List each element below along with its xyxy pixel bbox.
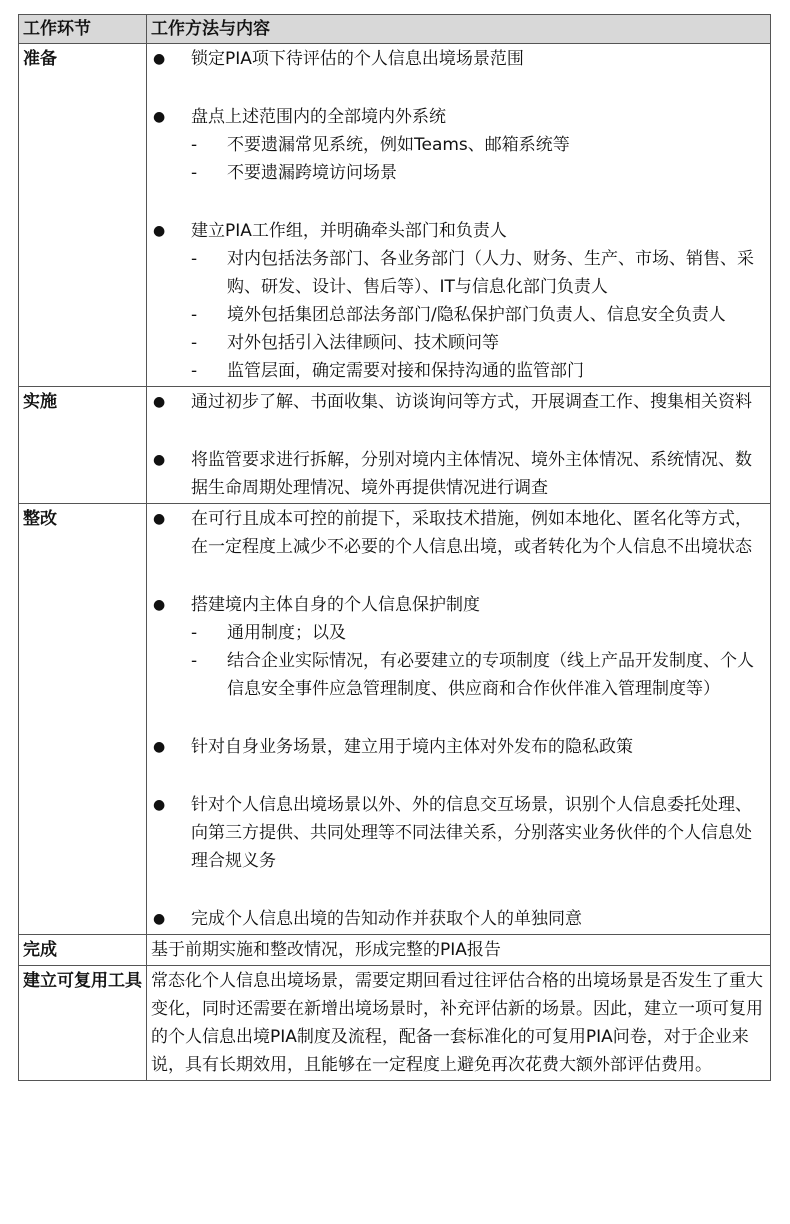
bullet-icon: ● <box>153 51 166 67</box>
sub-item <box>151 357 766 385</box>
item-spacer <box>151 761 766 791</box>
sub-item-text: 对外包括引入法律顾问、技术顾问等 <box>227 333 499 353</box>
list-item <box>151 217 766 245</box>
bullet-icon: ● <box>153 394 166 410</box>
bullet-icon: ● <box>153 797 166 813</box>
list-item <box>151 388 766 416</box>
bullet-icon: ● <box>153 911 166 927</box>
sub-item <box>151 131 766 159</box>
list-item-text: 建立PIA工作组，并明确牵头部门和负责人 <box>191 221 507 241</box>
list-item-text: 完成个人信息出境的告知动作并获取个人的单独同意 <box>191 909 582 929</box>
sub-item <box>151 647 766 703</box>
sub-item-text: 不要遗漏跨境访问场景 <box>227 163 397 183</box>
sub-item-text: 监管层面，确定需要对接和保持沟通的监管部门 <box>227 361 584 381</box>
list-item <box>151 103 766 131</box>
sub-item-text: 通用制度；以及 <box>227 623 346 643</box>
stage-cell: 完成 <box>19 935 147 966</box>
dash-marker: - <box>191 361 198 381</box>
sub-item <box>151 301 766 329</box>
stage-cell: 准备 <box>19 44 147 387</box>
header-content: 工作方法与内容 <box>147 15 771 44</box>
header-row <box>19 15 771 44</box>
sub-item-text: 不要遗漏常见系统，例如Teams、邮箱系统等 <box>227 135 570 155</box>
list-item <box>151 446 766 502</box>
content-paragraph: 常态化个人信息出境场景，需要定期回看过往评估合格的出境场景是否发生了重大变化，同时还需要在新增出境场景时，补充评估新的场景。因此，建立一项可复用的个人信息出境PIA制度及流程，配备一套标准化的可复用PIA问卷，对于企业来说，具有长期效用，且能够在一定程度上避免再次花费大额外部评估费用。 <box>151 971 763 1075</box>
list-item-text: 搭建境内主体自身的个人信息保护制度 <box>191 595 480 615</box>
bullet-icon: ● <box>153 109 166 125</box>
item-spacer <box>151 187 766 217</box>
list-item-text: 将监管要求进行拆解，分别对境内主体情况、境外主体情况、系统情况、数据生命周期处理情况、境外再提供情况进行调查 <box>191 450 752 498</box>
dash-marker: - <box>191 163 198 183</box>
sub-item <box>151 245 766 301</box>
dash-marker: - <box>191 249 198 269</box>
stage-cell: 建立可复用工具 <box>19 966 147 1081</box>
bullet-icon: ● <box>153 739 166 755</box>
dash-marker: - <box>191 623 198 643</box>
content-cell <box>147 935 771 966</box>
item-spacer <box>151 703 766 733</box>
content-paragraph: 基于前期实施和整改情况，形成完整的PIA报告 <box>151 940 501 960</box>
content-cell <box>147 387 771 504</box>
header-stage: 工作环节 <box>19 15 147 44</box>
bullet-icon: ● <box>153 597 166 613</box>
dash-marker: - <box>191 333 198 353</box>
content-cell <box>147 44 771 387</box>
bullet-icon: ● <box>153 452 166 468</box>
table-row <box>19 44 771 387</box>
sub-item <box>151 619 766 647</box>
item-spacer <box>151 416 766 446</box>
sub-item <box>151 159 766 187</box>
dash-marker: - <box>191 305 198 325</box>
item-spacer <box>151 875 766 905</box>
list-item <box>151 733 766 761</box>
list-item-text: 盘点上述范围内的全部境内外系统 <box>191 107 446 127</box>
dash-marker: - <box>191 135 198 155</box>
list-item <box>151 45 766 73</box>
content-cell <box>147 504 771 935</box>
list-item <box>151 791 766 875</box>
sub-item <box>151 329 766 357</box>
list-item-text: 针对个人信息出境场景以外、外的信息交互场景，识别个人信息委托处理、向第三方提供、共同处理等不同法律关系，分别落实业务伙伴的个人信息处理合规义务 <box>191 795 752 871</box>
list-item <box>151 905 766 933</box>
sub-item-text: 结合企业实际情况，有必要建立的专项制度（线上产品开发制度、个人信息安全事件应急管理制度、供应商和合作伙伴准入管理制度等） <box>227 651 754 699</box>
content-cell <box>147 966 771 1081</box>
table-row <box>19 504 771 935</box>
pia-work-table <box>18 14 771 1081</box>
list-item-text: 锁定PIA项下待评估的个人信息出境场景范围 <box>191 49 524 69</box>
list-item-text: 针对自身业务场景，建立用于境内主体对外发布的隐私政策 <box>191 737 633 757</box>
list-item-text: 通过初步了解、书面收集、访谈询问等方式，开展调查工作、搜集相关资料 <box>191 392 752 412</box>
table-row <box>19 387 771 504</box>
list-item <box>151 505 766 561</box>
dash-marker: - <box>191 651 198 671</box>
sub-item-text: 境外包括集团总部法务部门/隐私保护部门负责人、信息安全负责人 <box>227 305 726 325</box>
table-row <box>19 935 771 966</box>
sub-item-text: 对内包括法务部门、各业务部门（人力、财务、生产、市场、销售、采购、研发、设计、售后等）、IT与信息化部门负责人 <box>227 249 754 297</box>
bullet-icon: ● <box>153 223 166 239</box>
item-spacer <box>151 561 766 591</box>
stage-cell: 实施 <box>19 387 147 504</box>
stage-cell: 整改 <box>19 504 147 935</box>
item-spacer <box>151 73 766 103</box>
list-item-text: 在可行且成本可控的前提下，采取技术措施，例如本地化、匿名化等方式，在一定程度上减少不必要的个人信息出境，或者转化为个人信息不出境状态 <box>191 509 752 557</box>
table-row <box>19 966 771 1081</box>
list-item <box>151 591 766 619</box>
bullet-icon: ● <box>153 511 166 527</box>
